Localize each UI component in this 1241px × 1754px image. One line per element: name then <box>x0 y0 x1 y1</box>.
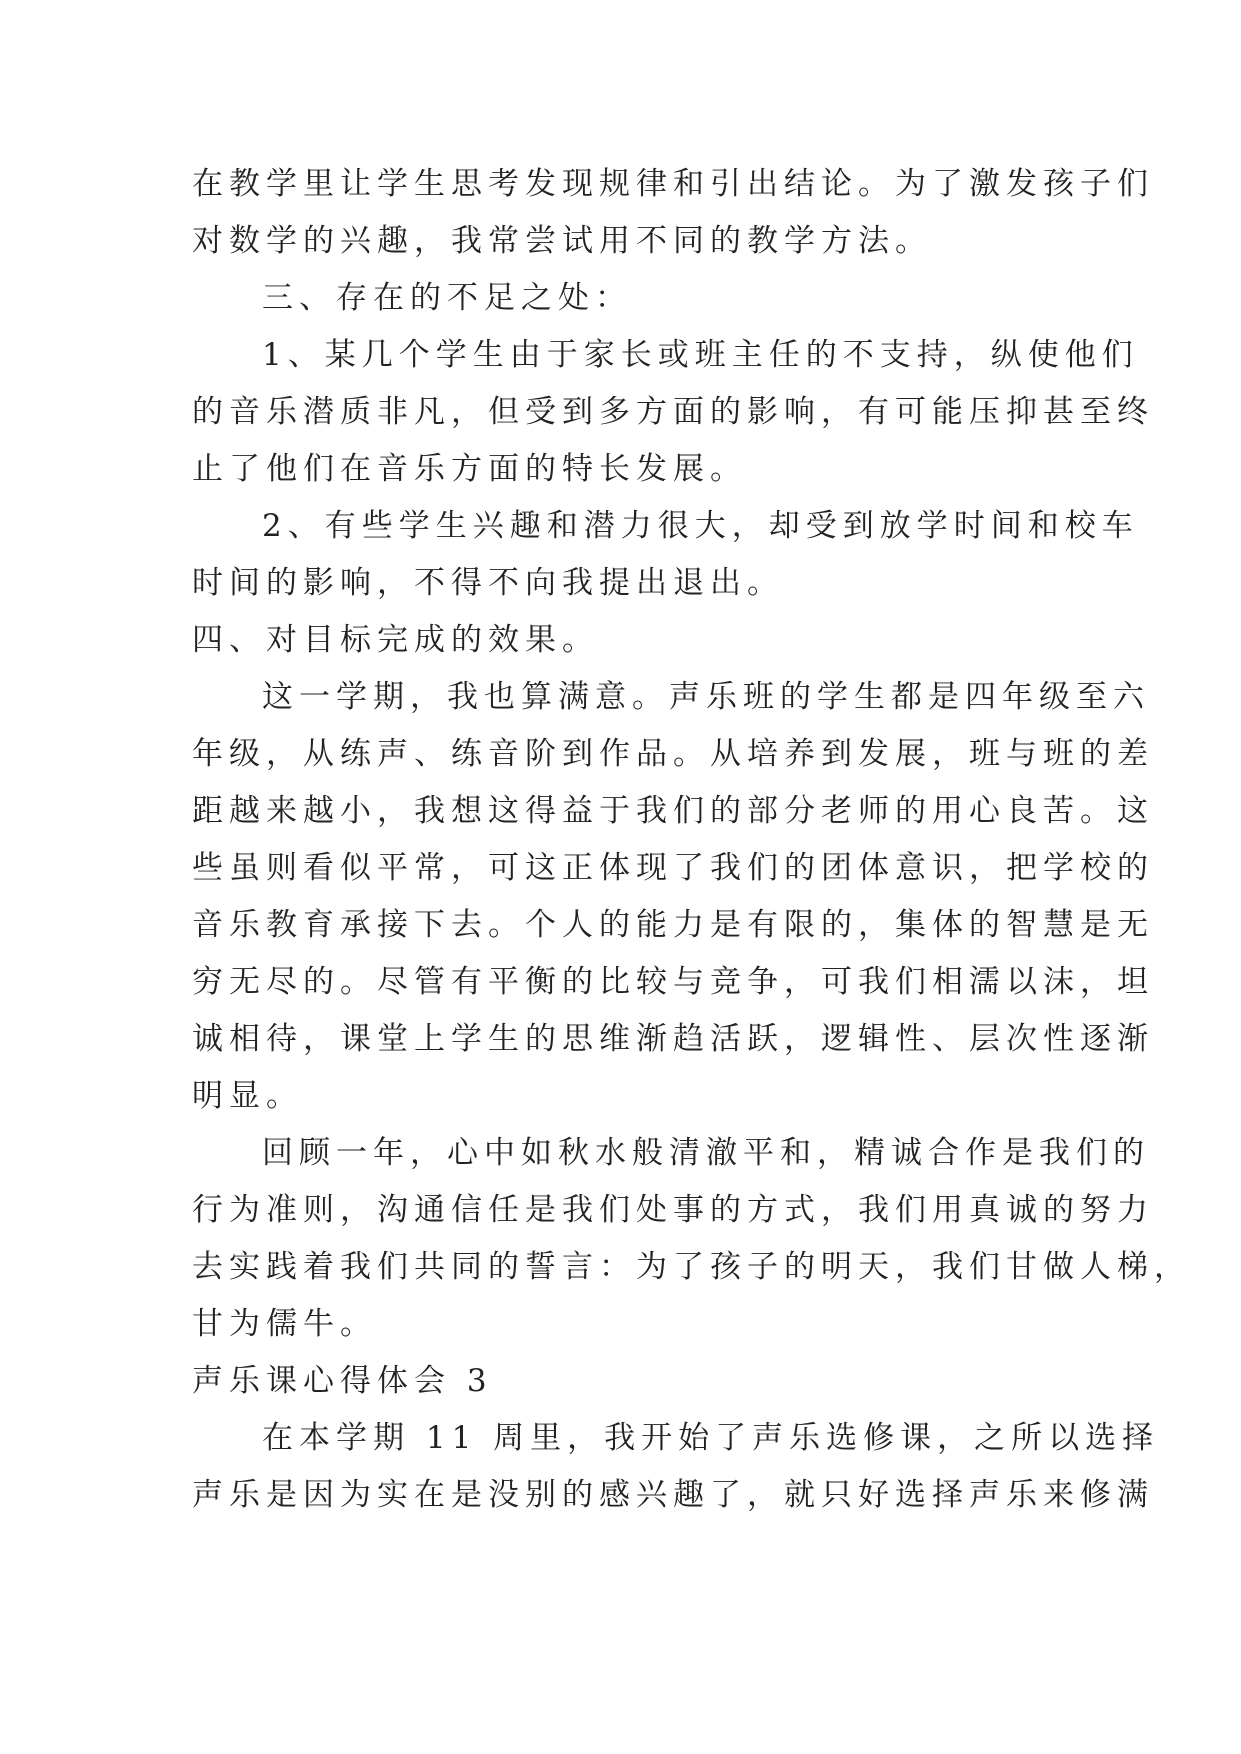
text-line: 时间的影响，不得不向我提出退出。 <box>192 565 784 601</box>
article-title: 声乐课心得体会 3 <box>192 1363 493 1399</box>
text-line: 声乐是因为实在是没别的感兴趣了，就只好选择声乐来修满 <box>192 1477 1154 1513</box>
text-line: 去实践着我们共同的誓言：为了孩子的明天，我们甘做人梯， <box>192 1249 1191 1285</box>
text-line: 止了他们在音乐方面的特长发展。 <box>192 451 747 487</box>
text-line: 1、某几个学生由于家长或班主任的不支持，纵使他们 <box>262 337 1139 373</box>
text-line: 在本学期 11 周里，我开始了声乐选修课，之所以选择 <box>262 1420 1160 1456</box>
text-line: 诚相待，课堂上学生的思维渐趋活跃，逻辑性、层次性逐渐 <box>192 1021 1154 1057</box>
text-line: 明显。 <box>192 1078 303 1114</box>
text-line: 音乐教育承接下去。个人的能力是有限的，集体的智慧是无 <box>192 907 1154 943</box>
text-line: 在教学里让学生思考发现规律和引出结论。为了激发孩子们 <box>192 166 1154 202</box>
text-line: 这一学期，我也算满意。声乐班的学生都是四年级至六 <box>262 679 1150 715</box>
section-heading: 三、存在的不足之处： <box>262 280 632 316</box>
text-line: 些虽则看似平常，可这正体现了我们的团体意识，把学校的 <box>192 850 1154 886</box>
text-line: 回顾一年，心中如秋水般清澈平和，精诚合作是我们的 <box>262 1135 1150 1171</box>
text-line: 穷无尽的。尽管有平衡的比较与竞争，可我们相濡以沫，坦 <box>192 964 1154 1000</box>
text-line: 年级，从练声、练音阶到作品。从培养到发展，班与班的差 <box>192 736 1154 772</box>
document-body <box>192 156 1191 1524</box>
text-line: 对数学的兴趣，我常尝试用不同的教学方法。 <box>192 223 932 259</box>
text-line: 距越来越小，我想这得益于我们的部分老师的用心良苦。这 <box>192 793 1154 829</box>
text-line: 行为准则，沟通信任是我们处事的方式，我们用真诚的努力 <box>192 1192 1154 1228</box>
text-line: 甘为儒牛。 <box>192 1306 377 1342</box>
text-line: 的音乐潜质非凡，但受到多方面的影响，有可能压抑甚至终 <box>192 394 1154 430</box>
section-heading: 四、对目标完成的效果。 <box>192 622 599 658</box>
text-line: 2、有些学生兴趣和潜力很大，却受到放学时间和校车 <box>262 508 1139 544</box>
